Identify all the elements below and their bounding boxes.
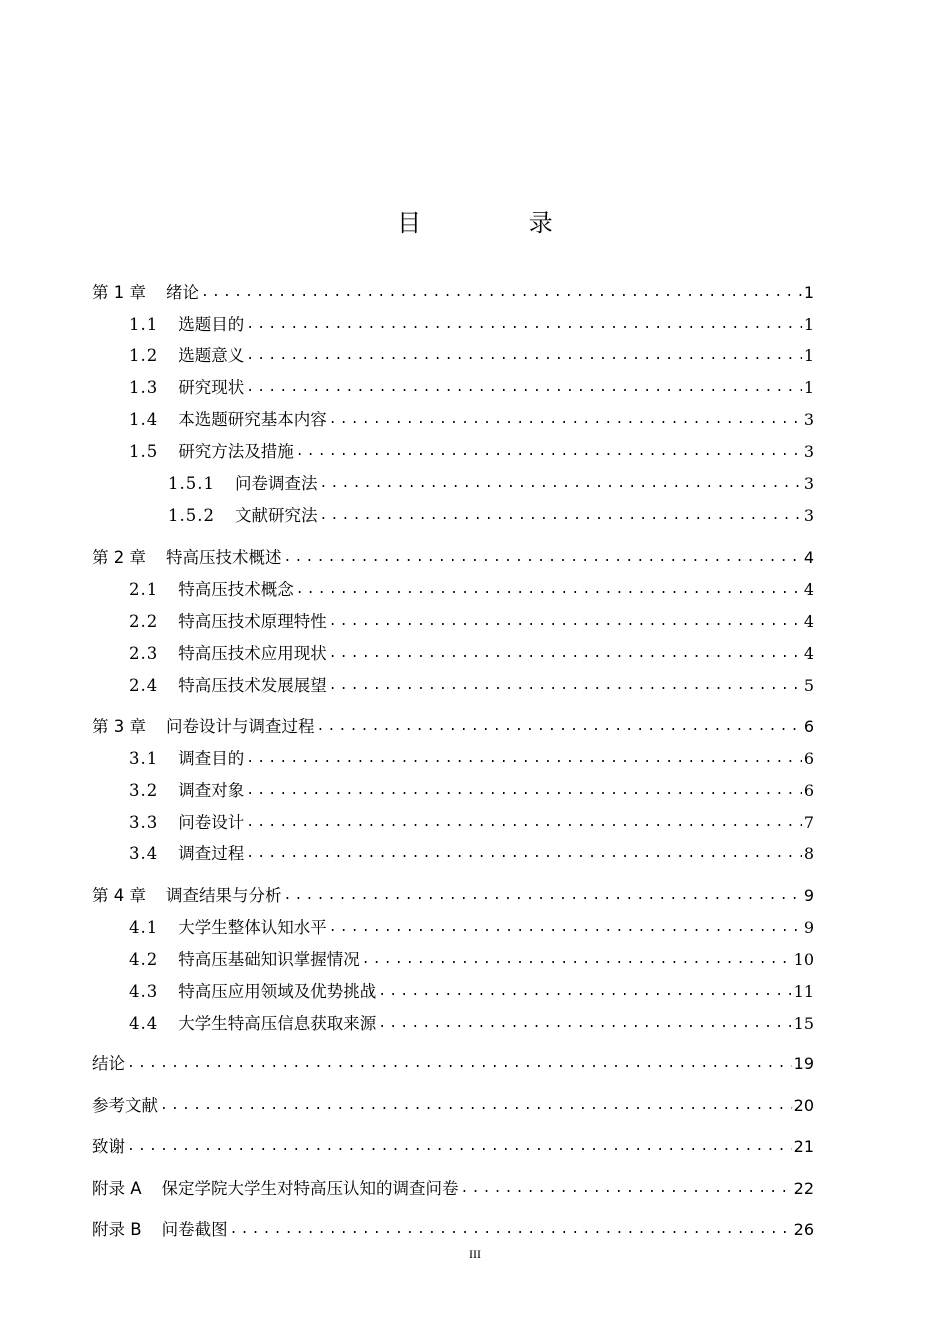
toc-entry-number: 2.3 [129, 644, 159, 663]
toc-entry-page-number: 4 [803, 612, 814, 631]
toc-entry-label: 特高压技术概念 [178, 580, 294, 599]
toc-entry-page-number: 15 [793, 1014, 814, 1033]
dot-leader [246, 780, 802, 802]
toc-entry-label: 调查对象 [178, 781, 245, 800]
dot-leader [378, 981, 791, 1003]
toc-entry-page-number: 26 [793, 1220, 814, 1239]
toc-entry[interactable] [92, 571, 814, 601]
dot-leader [246, 748, 802, 770]
toc-entry[interactable] [92, 973, 814, 1003]
toc-entry[interactable] [92, 772, 814, 802]
toc-entry-number: 3.2 [129, 781, 159, 800]
dot-leader [230, 1219, 792, 1241]
dot-leader [319, 473, 801, 495]
dot-leader [246, 314, 802, 336]
toc-entry-number: 1.5.1 [168, 474, 215, 493]
toc-entry[interactable] [92, 1087, 814, 1117]
page-number: III [469, 1247, 481, 1261]
toc-entry-page-number: 1 [803, 346, 814, 365]
toc-entry-label: 特高压基础知识掌握情况 [178, 950, 360, 969]
toc-entry-page-number: 4 [803, 580, 814, 599]
toc-entry-number: 3.1 [129, 749, 159, 768]
dot-leader [246, 377, 802, 399]
toc-entry-page-number: 3 [803, 474, 814, 493]
dot-leader [127, 1053, 792, 1075]
toc-entry-page-number: 10 [793, 950, 814, 969]
dot-leader [160, 1095, 792, 1117]
toc-entry-number: 4.3 [129, 982, 159, 1001]
toc-entry-number: 1.1 [129, 315, 159, 334]
toc-entry-label: 问卷调查法 [234, 474, 318, 493]
toc-entry-label: 调查结果与分析 [166, 886, 282, 905]
toc-entry[interactable] [92, 667, 814, 697]
page-title: 目 录 [397, 209, 603, 237]
toc-entry[interactable] [92, 909, 814, 939]
toc-entry-page-number: 9 [803, 918, 814, 937]
toc-entry-label: 问卷设计 [178, 813, 245, 832]
toc-entry-number: 附录 A [92, 1179, 142, 1198]
toc-entry-label: 选题意义 [178, 346, 245, 365]
toc-entry-number: 1.5.2 [168, 506, 215, 525]
toc-entry[interactable] [92, 433, 814, 463]
toc-entry[interactable] [92, 1170, 814, 1200]
toc-entry[interactable] [92, 1128, 814, 1158]
toc-entry[interactable] [92, 274, 814, 304]
toc-entry-label: 绪论 [166, 283, 199, 302]
toc-entry-page-number: 9 [803, 886, 814, 905]
dot-leader [246, 812, 802, 834]
toc-entry-label: 文献研究法 [234, 506, 318, 525]
toc-entry-number: 附录 B [92, 1220, 142, 1239]
toc-entry-number: 4.4 [129, 1014, 159, 1033]
toc-entry[interactable] [92, 635, 814, 665]
dot-leader [296, 579, 802, 601]
toc-entry-page-number: 22 [793, 1179, 814, 1198]
toc-entry[interactable] [92, 1045, 814, 1075]
toc-entry-page-number: 4 [803, 548, 814, 567]
toc-entry-number: 3.4 [129, 844, 159, 863]
toc-entry[interactable] [92, 804, 814, 834]
toc-entry-page-number: 3 [803, 442, 814, 461]
toc-entry-label: 保定学院大学生对特高压认知的调查问卷 [161, 1179, 459, 1198]
toc-entry[interactable] [92, 401, 814, 431]
toc-entry-label: 特高压技术应用现状 [178, 644, 327, 663]
dot-leader [362, 949, 792, 971]
toc-entry-label: 问卷设计与调查过程 [166, 717, 315, 736]
toc-entry-number: 第 3 章 [92, 717, 146, 736]
toc-entry-page-number: 3 [803, 506, 814, 525]
toc-entry[interactable] [92, 1005, 814, 1035]
toc-entry-page-number: 1 [803, 378, 814, 397]
toc-entry-number: 1.5 [129, 442, 159, 461]
toc-entry-page-number: 19 [793, 1054, 814, 1073]
toc-entry-number: 4.2 [129, 950, 159, 969]
toc-entry[interactable] [92, 539, 814, 569]
toc-entry-number: 1.2 [129, 346, 159, 365]
dot-leader [127, 1136, 792, 1158]
toc-entry-number: 第 1 章 [92, 283, 146, 302]
toc-entry[interactable] [92, 603, 814, 633]
toc-entry-label: 特高压技术发展展望 [178, 676, 327, 695]
toc-entry[interactable] [92, 835, 814, 865]
toc-entry[interactable] [92, 337, 814, 367]
toc-entry-number: 2.1 [129, 580, 159, 599]
dot-leader [201, 282, 802, 304]
toc-entry-number: 第 4 章 [92, 886, 146, 905]
toc-entry[interactable] [92, 877, 814, 907]
toc-entry-page-number: 11 [793, 982, 814, 1001]
dot-leader [319, 505, 801, 527]
dot-leader [329, 643, 802, 665]
toc-entry-label: 选题目的 [178, 315, 245, 334]
toc-entry-label: 研究现状 [178, 378, 245, 397]
toc-entry-label: 调查过程 [178, 844, 245, 863]
toc-entry-page-number: 3 [803, 410, 814, 429]
toc-entry-number: 3.3 [129, 813, 159, 832]
toc-entry-number: 1.3 [129, 378, 159, 397]
toc-entry-label: 特高压技术概述 [166, 548, 282, 567]
toc-entry-page-number: 6 [803, 749, 814, 768]
dot-leader [329, 917, 802, 939]
toc-entry[interactable] [92, 465, 814, 495]
toc-entry-number: 2.2 [129, 612, 159, 631]
toc-entry-page-number: 8 [803, 844, 814, 863]
toc-entry-number: 第 2 章 [92, 548, 146, 567]
toc-entry-label: 特高压应用领域及优势挑战 [178, 982, 377, 1001]
dot-leader [378, 1013, 791, 1035]
toc-entry-label: 大学生整体认知水平 [178, 918, 327, 937]
toc-entry-page-number: 1 [803, 283, 814, 302]
dot-leader [329, 409, 802, 431]
toc-entry-label: 调查目的 [178, 749, 245, 768]
toc-entry-label: 本选题研究基本内容 [178, 410, 327, 429]
toc-entry-number: 1.4 [129, 410, 159, 429]
toc-entry-page-number: 21 [793, 1137, 814, 1156]
dot-leader [284, 885, 802, 907]
dot-leader [284, 547, 802, 569]
toc-entry[interactable] [92, 941, 814, 971]
toc-entry-label: 致谢 [92, 1137, 125, 1156]
toc-entry-label: 结论 [92, 1054, 125, 1073]
toc-entry[interactable] [92, 740, 814, 770]
toc-entry[interactable] [92, 306, 814, 336]
toc-entry-label: 研究方法及措施 [178, 442, 294, 461]
dot-leader [329, 611, 802, 633]
toc-entry-label: 问卷截图 [161, 1220, 228, 1239]
toc-entry-page-number: 4 [803, 644, 814, 663]
toc-entry-page-number: 7 [803, 813, 814, 832]
toc-entry-page-number: 6 [803, 717, 814, 736]
toc-entry-label: 参考文献 [92, 1096, 158, 1115]
toc-entry-page-number: 5 [803, 676, 814, 695]
toc-entry-label: 大学生特高压信息获取来源 [178, 1014, 377, 1033]
toc-entry[interactable] [92, 1211, 814, 1241]
dot-leader [461, 1178, 792, 1200]
toc-entry-page-number: 6 [803, 781, 814, 800]
toc-entry[interactable] [92, 497, 814, 527]
dot-leader [246, 843, 802, 865]
toc-entry-number: 4.1 [129, 918, 159, 937]
toc-entry-page-number: 20 [793, 1096, 814, 1115]
toc-entry-number: 2.4 [129, 676, 159, 695]
toc-entry-label: 特高压技术原理特性 [178, 612, 327, 631]
toc-entry[interactable] [92, 708, 814, 738]
toc-entry-page-number: 1 [803, 315, 814, 334]
dot-leader [329, 675, 802, 697]
dot-leader [296, 441, 802, 463]
toc-entry[interactable] [92, 369, 814, 399]
dot-leader [317, 716, 802, 738]
dot-leader [246, 345, 802, 367]
